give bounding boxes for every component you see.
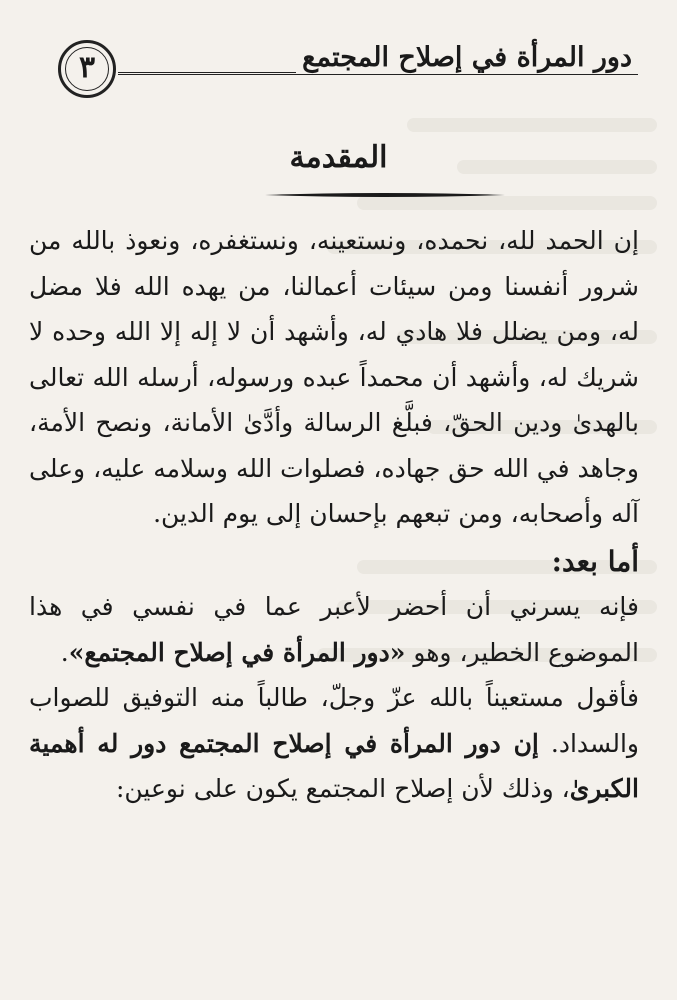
running-header — [58, 38, 648, 98]
paragraph-importance-text: فأقول مستعيناً بالله عزّ وجلّ، طالباً منه التوفيق للصواب والسداد. — [29, 683, 639, 758]
importance-statement: إن دور المرأة في إصلاح المجتمع دور له أهمية الكبرىٰ — [29, 728, 639, 803]
page-number: ٣ — [78, 50, 96, 85]
paragraph-topic-text: فإنه يسرني أن أحضر لأعبر عما في نفسي في هذا الموضوع الخطير، وهو — [29, 592, 639, 667]
title-underline-ornament — [265, 190, 505, 200]
opening-paragraph: إن الحمد لله، نحمده، ونستعينه، ونستغفره، ونعوذ بالله من شرور أنفسنا ومن سيئات أعمالنا، من يهده الله فلا مضل له، ومن يضلل فلا هادي له، وأشهد أن لا إله إلا الله وحده لا شريك له، وأشهد أن محمداً عبده ورسوله، أرسله الله تعالى بالهدىٰ ودين الحقّ، فبلَّغ الرسالة وأدَّىٰ الأمانة، ونصح الأمة، وجاهد في الله حق جهاده، فصلوات الله وسلامه عليه، وعلى آله وأصحابه، ومن تبعهم بإحسان إلى يوم الدين. — [29, 226, 639, 528]
page-number-badge — [58, 40, 116, 98]
paragraph-topic — [29, 584, 639, 675]
section-title: المقدمة — [289, 140, 388, 175]
paragraph-topic-end: . — [60, 637, 69, 667]
subheading-amma-baad: أما بعد: — [551, 544, 639, 578]
paragraph-importance-end: ، وذلك لأن إصلاح المجتمع يكون على نوعين: — [115, 774, 570, 803]
body-text — [29, 218, 639, 812]
book-title-quote: «دور المرأة في إصلاح المجتمع» — [68, 637, 406, 667]
paragraph-importance — [29, 675, 639, 812]
running-header-title: دور المرأة في إصلاح المجتمع — [296, 42, 638, 73]
